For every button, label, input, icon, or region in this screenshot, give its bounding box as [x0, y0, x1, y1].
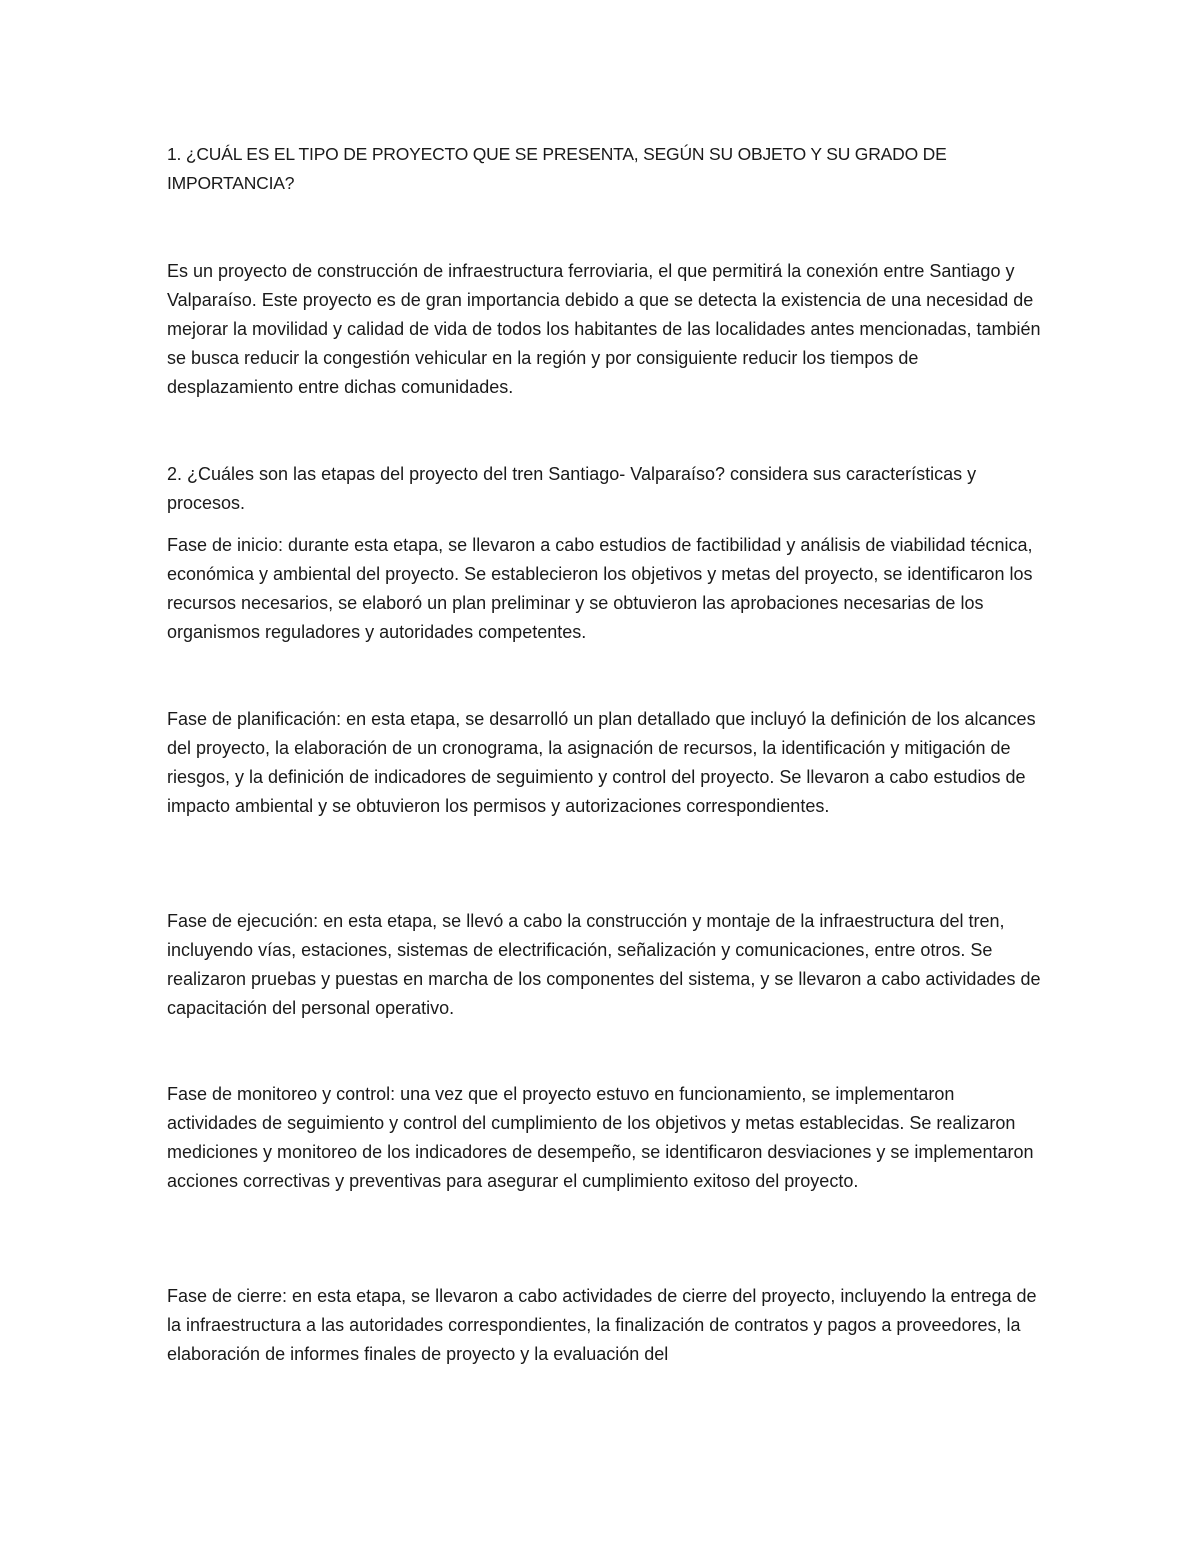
phase-ejecucion-paragraph: Fase de ejecución: en esta etapa, se llevó a cabo la construcción y montaje de la infraestructura del tren, incluyendo vías, estaciones, sistemas de electrificación, señalización y comunicaciones, entre otros. Se realizaron pruebas y puestas en marcha de los componentes del sistema, y se llevaron a cabo actividades de capacitación del personal operativo.: [167, 911, 1041, 1018]
phase-monitoreo-paragraph: Fase de monitoreo y control: una vez que el proyecto estuvo en funcionamiento, se implementaron actividades de seguimiento y control del cumplimiento de los objetivos y metas establecidas. Se realizaron mediciones y monitoreo de los indicadores de desempeño, se identificaron desviaciones y se implementaron acciones correctivas y preventivas para asegurar el cumplimiento exitoso del proyecto.: [167, 1084, 1034, 1191]
phase-cierre-paragraph: Fase de cierre: en esta etapa, se llevaron a cabo actividades de cierre del proyecto, incluyendo la entrega de la infraestructura a las autoridades correspondientes, la finalización de contratos y pagos a proveedores, la elaboración de informes finales de proyecto y la evaluación del: [167, 1286, 1037, 1364]
question-1-heading: 1. ¿CUÁL ES EL TIPO DE PROYECTO QUE SE PRESENTA, SEGÚN SU OBJETO Y SU GRADO DE IMPORTANCIA?: [167, 144, 947, 193]
answer-1-paragraph: Es un proyecto de construcción de infraestructura ferroviaria, el que permitirá la conexión entre Santiago y Valparaíso. Este proyecto es de gran importancia debido a que se detecta la existencia de una necesidad de mejorar la movilidad y calidad de vida de todos los habitantes de las localidades antes mencionadas, también se busca reducir la congestión vehicular en la región y por consiguiente reducir los tiempos de desplazamiento entre dichas comunidades.: [167, 261, 1041, 397]
phase-inicio-paragraph: Fase de inicio: durante esta etapa, se llevaron a cabo estudios de factibilidad y análisis de viabilidad técnica, económica y ambiental del proyecto. Se establecieron los objetivos y metas del proyecto, se identificaron los recursos necesarios, se elaboró un plan preliminar y se obtuvieron las aprobaciones necesarias de los organismos reguladores y autoridades competentes.: [167, 535, 1033, 642]
phase-planificacion-paragraph: Fase de planificación: en esta etapa, se desarrolló un plan detallado que incluyó la definición de los alcances del proyecto, la elaboración de un cronograma, la asignación de recursos, la identificación y mitigación de riesgos, y la definición de indicadores de seguimiento y control del proyecto. Se llevaron a cabo estudios de impacto ambiental y se obtuvieron los permisos y autorizaciones correspondientes.: [167, 709, 1036, 816]
question-2-heading: 2. ¿Cuáles son las etapas del proyecto del tren Santiago- Valparaíso? considera sus características y procesos.: [167, 464, 977, 513]
